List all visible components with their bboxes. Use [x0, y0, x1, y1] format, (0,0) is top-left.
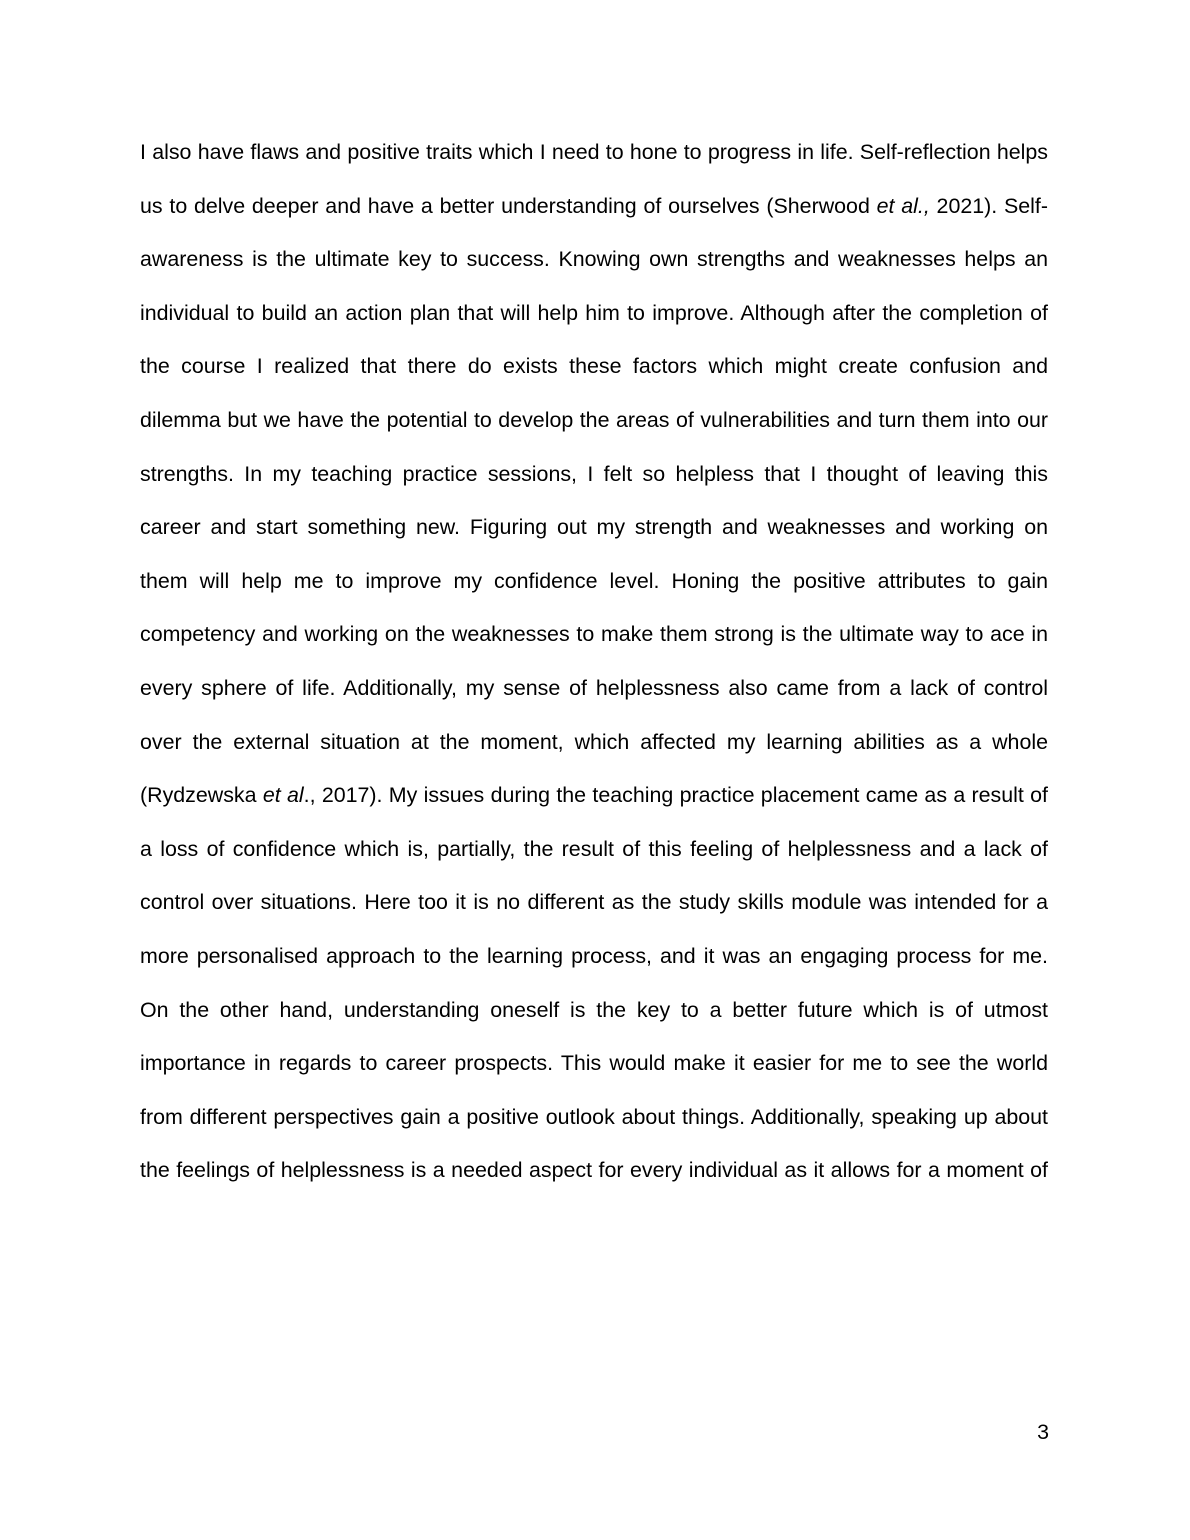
citation-et-al-2: et al — [262, 783, 304, 808]
paragraph-text-part-2: 2021). Self-awareness is the ultimate key to success. Knowing own strengths and weaknesses helps an individual to build an action plan that will help him to improve. Although after the completion of the course I realized that there do exists these factors which might create confusion and dilemma but we have the potential to develop the areas of vulnerabilities and turn them into our strengths. In my teaching practice sessions, I felt so helpless that I thought of leaving this career and start something new. Figuring out my strength and weaknesses and working on them will help me to improve my confidence level. Honing the positive attributes to gain competency and working on the weaknesses to make them strong is the ultimate way to ace in every sphere of life. Additionally, my sense of helplessness also came from a lack of control over the external situation at the moment, which affected my learning abilities as a whole (Rydzewska — [140, 193, 1048, 808]
page-number: 3 — [1037, 1420, 1049, 1444]
body-paragraph — [140, 126, 1048, 1198]
paragraph-text-part-1: I also have flaws and positive traits which I need to hone to progress in life. Self-reflection helps us to delve deeper and have a better understanding of ourselves (Sherwood — [140, 140, 1048, 218]
paragraph-text-part-3: ., 2017). My issues during the teaching practice placement came as a result of a loss of confidence which is, partially, the result of this feeling of helplessness and a lack of control over situations. Here too it is no different as the study skills module was intended for a more personalised approach to the learning process, and it was an engaging process for me. On the other hand, understanding oneself is the key to a better future which is of utmost importance in regards to career prospects. This would make it easier for me to see the world from different perspectives gain a positive outlook about things. Additionally, speaking up about the feelings of helplessness is a needed aspect for every individual as it allows for a moment of — [140, 783, 1049, 1183]
citation-et-al-1: et al., — [876, 193, 930, 218]
